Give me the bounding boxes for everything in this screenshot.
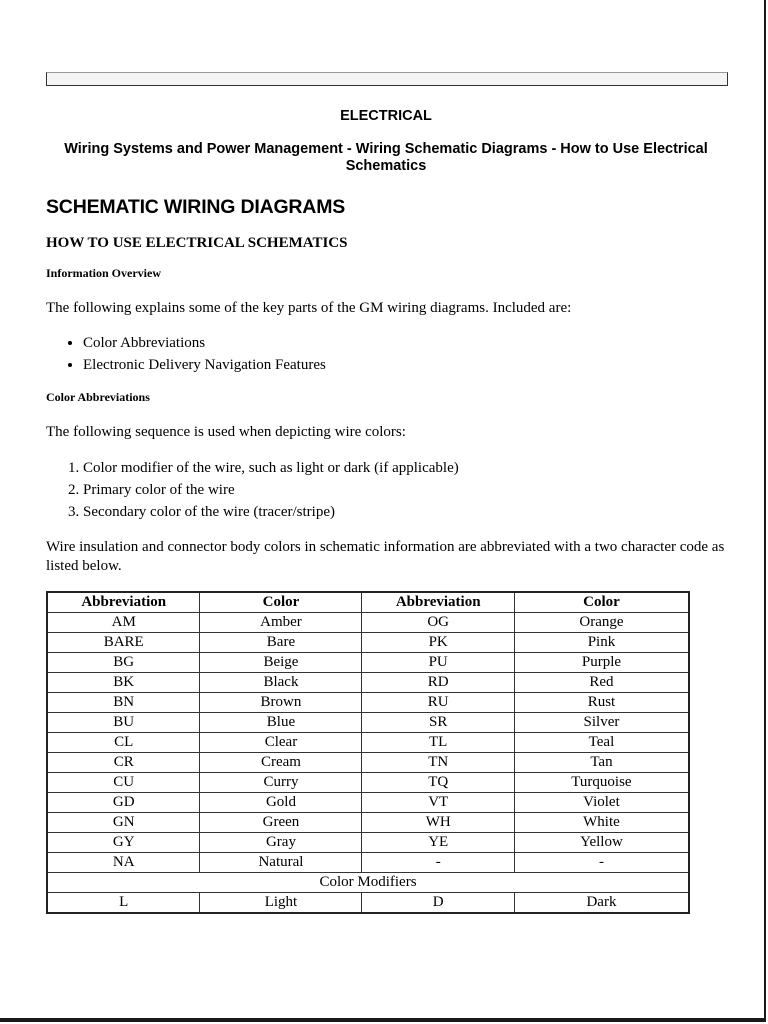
table-cell: RD xyxy=(362,673,514,693)
table-cell: Curry xyxy=(200,773,362,793)
table-cell: Red xyxy=(514,673,689,693)
table-cell: D xyxy=(362,893,514,914)
table-cell: L xyxy=(47,893,200,914)
color-abbr-heading: Color Abbreviations xyxy=(46,389,150,404)
page-subtitle: HOW TO USE ELECTRICAL SCHEMATICS xyxy=(46,235,348,251)
list-item: 1. Color modifier of the wire, such as light or dark (if applicable) xyxy=(83,457,726,479)
list-item: 3. Secondary color of the wire (tracer/stripe) xyxy=(83,501,726,523)
column-header: Color xyxy=(200,592,362,613)
table-row xyxy=(47,733,689,753)
table-row xyxy=(47,893,689,914)
table-cell: Cream xyxy=(200,753,362,773)
table-cell: BG xyxy=(47,653,200,673)
column-header: Abbreviation xyxy=(47,592,200,613)
document-content xyxy=(46,100,726,914)
table-row xyxy=(47,613,689,633)
table-cell: CU xyxy=(47,773,200,793)
table-cell: Violet xyxy=(514,793,689,813)
table-row xyxy=(47,853,689,873)
table-row xyxy=(47,833,689,853)
table-cell: PU xyxy=(362,653,514,673)
table-cell: GD xyxy=(47,793,200,813)
table-cell: Clear xyxy=(200,733,362,753)
table-cell: NA xyxy=(47,853,200,873)
table-cell: CR xyxy=(47,753,200,773)
table-cell: AM xyxy=(47,613,200,633)
table-row xyxy=(47,653,689,673)
section-title: ELECTRICAL xyxy=(340,108,432,124)
table-cell: Dark xyxy=(514,893,689,914)
table-row xyxy=(47,753,689,773)
table-cell: RU xyxy=(362,693,514,713)
color-abbr-note: Wire insulation and connector body colors in schematic information are abbreviated with a two character code as listed below. xyxy=(46,539,725,574)
table-cell: Purple xyxy=(514,653,689,673)
table-cell: Beige xyxy=(200,653,362,673)
table-cell: SR xyxy=(362,713,514,733)
table-cell: GN xyxy=(47,813,200,833)
table-cell: Pink xyxy=(514,633,689,653)
list-item: • Electronic Delivery Navigation Features xyxy=(83,354,726,376)
color-abbr-intro: The following sequence is used when depicting wire colors: xyxy=(46,423,406,440)
table-cell: Blue xyxy=(200,713,362,733)
color-abbreviation-table xyxy=(46,591,690,914)
table-cell: Black xyxy=(200,673,362,693)
table-cell: Green xyxy=(200,813,362,833)
table-row xyxy=(47,873,689,893)
column-header: Abbreviation xyxy=(362,592,514,613)
list-item: • Color Abbreviations xyxy=(83,332,726,354)
table-row xyxy=(47,633,689,653)
overview-intro: The following explains some of the key parts of the GM wiring diagrams. Included are: xyxy=(46,300,572,316)
overview-heading: Information Overview xyxy=(46,266,161,280)
table-cell: OG xyxy=(362,613,514,633)
table-cell: - xyxy=(362,853,514,873)
breadcrumb-path: Wiring Systems and Power Management - Wiring Schematic Diagrams - How to Use Electrical Schematics xyxy=(64,141,708,174)
table-cell: White xyxy=(514,813,689,833)
page-header-bar xyxy=(46,72,728,86)
table-cell: Natural xyxy=(200,853,362,873)
table-cell: Gray xyxy=(200,833,362,853)
overview-list xyxy=(46,332,726,376)
table-row xyxy=(47,693,689,713)
column-header: Color xyxy=(514,592,689,613)
table-cell: Amber xyxy=(200,613,362,633)
table-cell: Silver xyxy=(514,713,689,733)
table-cell: Light xyxy=(200,893,362,914)
table-cell: BU xyxy=(47,713,200,733)
table-cell: Bare xyxy=(200,633,362,653)
table-cell: CL xyxy=(47,733,200,753)
table-row xyxy=(47,673,689,693)
table-cell: BN xyxy=(47,693,200,713)
color-sequence-list xyxy=(46,457,726,523)
table-row xyxy=(47,813,689,833)
table-cell: PK xyxy=(362,633,514,653)
table-row xyxy=(47,773,689,793)
table-cell: BK xyxy=(47,673,200,693)
table-cell: WH xyxy=(362,813,514,833)
table-cell: Gold xyxy=(200,793,362,813)
table-cell: VT xyxy=(362,793,514,813)
list-item: 2. Primary color of the wire xyxy=(83,479,726,501)
table-header-row xyxy=(47,592,689,613)
table-cell: Tan xyxy=(514,753,689,773)
table-cell: BARE xyxy=(47,633,200,653)
modifiers-label-cell: Color Modifiers xyxy=(47,873,689,893)
table-row xyxy=(47,793,689,813)
table-cell: GY xyxy=(47,833,200,853)
table-cell: YE xyxy=(362,833,514,853)
table-cell: Yellow xyxy=(514,833,689,853)
table-cell: Rust xyxy=(514,693,689,713)
table-cell: TN xyxy=(362,753,514,773)
page-title: SCHEMATIC WIRING DIAGRAMS xyxy=(46,196,346,218)
table-cell: - xyxy=(514,853,689,873)
table-row xyxy=(47,713,689,733)
table-cell: TL xyxy=(362,733,514,753)
table-cell: Brown xyxy=(200,693,362,713)
table-cell: TQ xyxy=(362,773,514,793)
table-cell: Turquoise xyxy=(514,773,689,793)
table-cell: Orange xyxy=(514,613,689,633)
table-cell: Teal xyxy=(514,733,689,753)
